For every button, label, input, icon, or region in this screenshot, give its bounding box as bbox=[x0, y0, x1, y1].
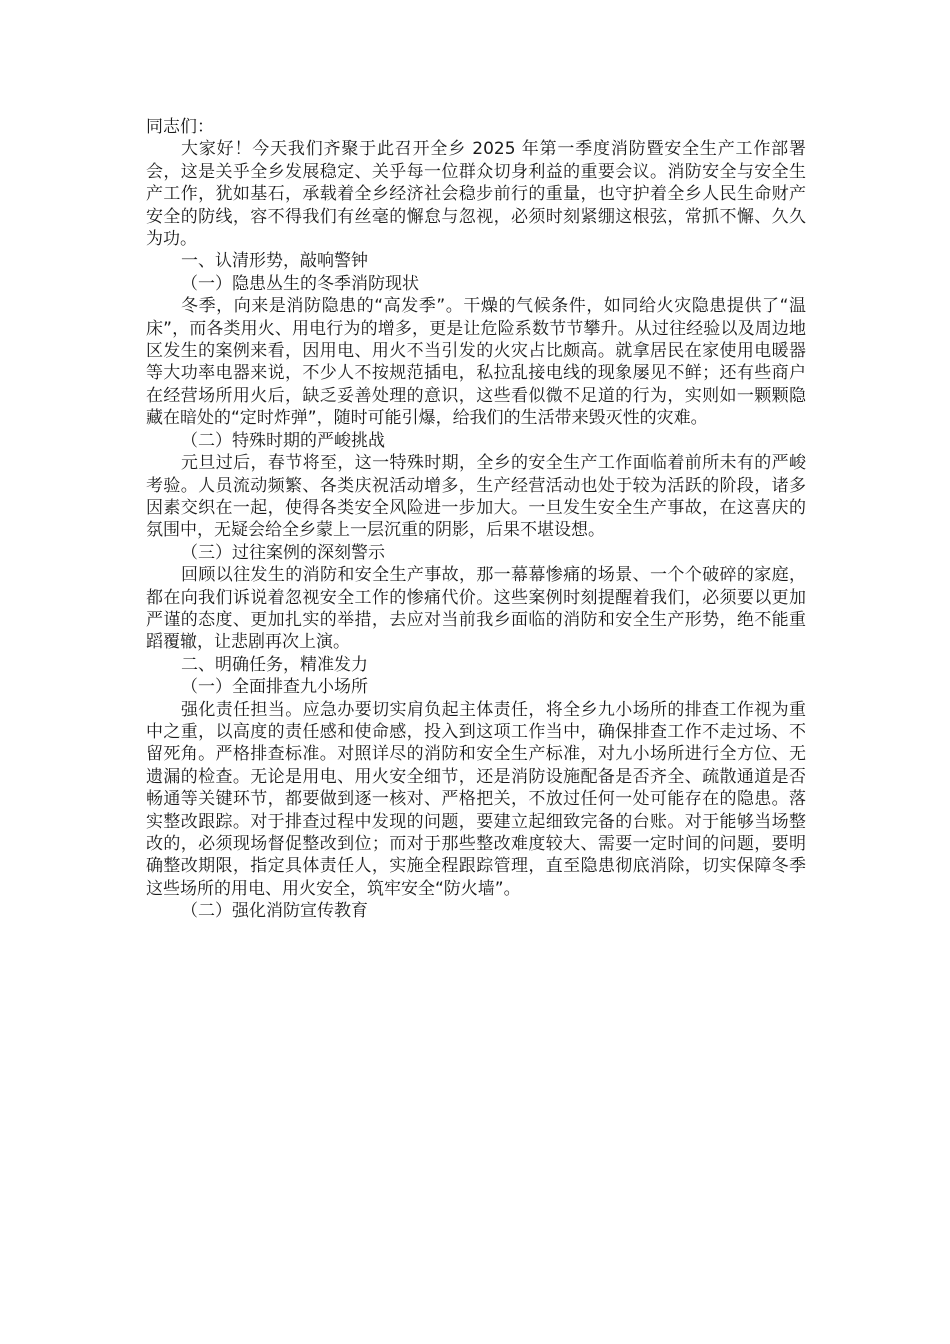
paragraph: 强化责任担当。应急办要切实肩负起主体责任，将全乡九小场所的排查工作视为重中之重，以高度的责任感和使命感，投入到这项工作当中，确保排查工作不走过场、不留死角。严格排查标准。对照详尽的消防和安全生产标准，对九小场所进行全方位、无遗漏的检查。无论是用电、用火安全细节，还是消防设施配备是否齐全、疏散通道是否畅通等关键环节，都要做到逐一核对、严格把关，不放过任何一处可能存在的隐患。落实整改跟踪。对于排查过程中发现的问题，要建立起细致完备的台账。对于能够当场整改的，必须现场督促整改到位；而对于那些整改难度较大、需要一定时间的问题，要明确整改期限，指定具体责任人，实施全程跟踪管理，直至隐患彻底消除，切实保障冬季这些场所的用电、用火安全，筑牢安全“防火墙”。 bbox=[146, 699, 806, 899]
subsection-heading: （一）隐患丛生的冬季消防现状 bbox=[181, 273, 419, 294]
subsection-heading: （三）过往案例的深刻警示 bbox=[181, 542, 385, 563]
paragraph: 大家好！今天我们齐聚于此召开全乡 2025 年第一季度消防暨安全生产工作部署会，这是关乎全乡发展稳定、关乎每一位群众切身利益的重要会议。消防安全与安全生产工作，犹如基石，承载着全乡经济社会稳步前行的重量，也守护着全乡人民生命财产安全的防线，容不得我们有丝毫的懈怠与忽视，必须时刻紧绷这根弦，常抓不懈、久久为功。 bbox=[146, 139, 806, 250]
subsection-heading: （二）特殊时期的严峻挑战 bbox=[181, 430, 385, 451]
subsection-heading: （二）强化消防宣传教育 bbox=[181, 901, 368, 922]
document-body bbox=[146, 116, 806, 923]
paragraph: 元旦过后，春节将至，这一特殊时期，全乡的安全生产工作面临着前所未有的严峻考验。人员流动频繁、各类庆祝活动增多，生产经营活动也处于较为活跃的阶段，诸多因素交织在一起，使得各类安全风险进一步加大。一旦发生安全生产事故，在这喜庆的氛围中，无疑会给全乡蒙上一层沉重的阴影，后果不堪设想。 bbox=[146, 453, 806, 541]
salutation: 同志们： bbox=[146, 117, 214, 137]
paragraph: 冬季，向来是消防隐患的“高发季”。干燥的气候条件，如同给火灾隐患提供了“温床”，而各类用火、用电行为的增多，更是让危险系数节节攀升。从过往经验以及周边地区发生的案例来看，因用电、用火不当引发的火灾占比颇高。就拿居民在家使用电暖器等大功率电器来说，不少人不按规范插电，私拉乱接电线的现象屡见不鲜；还有些商户在经营场所用火后，缺乏妥善处理的意识，这些看似微不足道的行为，实则如一颗颗隐藏在暗处的“定时炸弹”，随时可能引爆，给我们的生活带来毁灭性的灾难。 bbox=[146, 296, 806, 429]
subsection-heading: （一）全面排查九小场所 bbox=[181, 677, 368, 698]
paragraph: 回顾以往发生的消防和安全生产事故，那一幕幕惨痛的场景、一个个破碎的家庭，都在向我们诉说着忽视安全工作的惨痛代价。这些案例时刻提醒着我们，必须要以更加严谨的态度、更加扎实的举措，去应对当前我乡面临的消防和安全生产形势，绝不能重蹈覆辙，让悲剧再次上演。 bbox=[146, 565, 806, 653]
section-heading: 一、认清形势，敲响警钟 bbox=[181, 251, 368, 272]
section-heading: 二、明确任务，精准发力 bbox=[181, 654, 368, 675]
